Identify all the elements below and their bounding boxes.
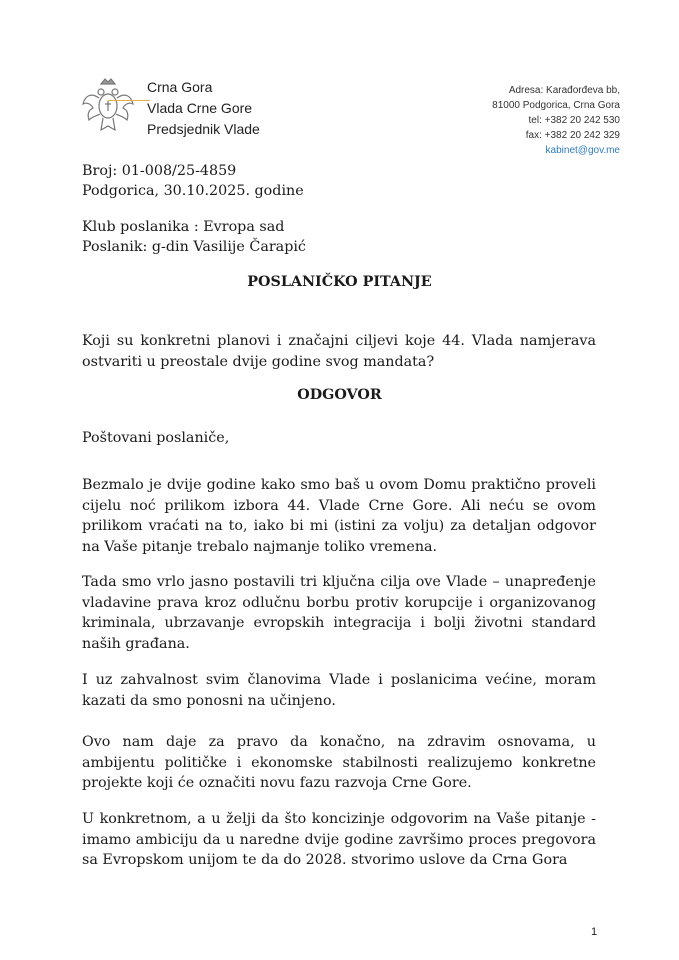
org-country: Crna Gora [147, 79, 213, 95]
org-government: Vlada Crne Gore [147, 100, 253, 116]
crest-accent-line [108, 100, 150, 101]
mp-name: Poslanik: g-din Vasilije Čarapić [82, 239, 306, 255]
coat-of-arms-icon [79, 76, 137, 138]
org-block [147, 77, 260, 140]
document-number: Broj: 01-008/25-4859 [82, 163, 237, 179]
answer-paragraph: U konkretnom, a u želji da što koncizinje odgovorim na Vaše pitanje - imamo ambiciju da u naredne dvije godine završimo proces pregovora sa Evropskom unijom te da do 2028. stvorimo uslove da Crna Gora [82, 811, 596, 868]
answer-title: ODGOVOR [297, 387, 382, 403]
address-line: 81000 Podgorica, Crna Gora [492, 100, 620, 111]
salutation: Poštovani poslaniče, [82, 430, 230, 446]
page-number: 1 [591, 926, 598, 938]
reference-block [82, 161, 304, 201]
question-title: POSLANIČKO PITANJE [247, 274, 432, 290]
answer-paragraph: Bezmalo je dvije godine kako smo baš u ovom Domu praktično proveli cijelu noć prilikom izbora 44. Vlade Crne Gore. Ali neću se ovom prilikom vraćati na to, iako bi mi (istini za volju) za detaljan odgovor na Vaše pitanje trebalo najmanje toliko vremena. [82, 477, 596, 555]
recipient-block [82, 217, 306, 257]
fax-line: fax: +382 20 242 329 [525, 130, 620, 141]
address-block [492, 83, 620, 158]
address-line: Adresa: Karađorđeva bb, [508, 85, 620, 96]
club-name: Klub poslanika : Evropa sad [82, 219, 285, 235]
answer-paragraph: I uz zahvalnost svim članovima Vlade i poslanicima većine, moram kazati da smo ponosni na učinjeno. [82, 672, 596, 709]
email-link[interactable]: kabinet@gov.me [545, 145, 620, 156]
answer-paragraph: Tada smo vrlo jasno postavili tri ključna cilja ove Vlade – unapređenje vladavine prava kroz odlučnu borbu protiv korupcije i organizovanog kriminala, ubrzavanje evropskih integracija i bolji životni standard naših građana. [82, 574, 596, 652]
question-text: Koji su konkretni planovi i značajni ciljevi koje 44. Vlada namjerava ostvariti u preostale dvije godine svog mandata? [82, 333, 596, 370]
answer-paragraph: Ovo nam daje za pravo da konačno, na zdravim osnovama, u ambijentu političke i ekonomske stabilnosti realizujemo konkretne projekte koji će označiti novu fazu razvoja Crne Gore. [82, 734, 596, 791]
document-date: Podgorica, 30.10.2025. godine [82, 183, 304, 199]
phone-line: tel: +382 20 242 530 [528, 115, 620, 126]
org-office: Predsjednik Vlade [147, 121, 260, 137]
